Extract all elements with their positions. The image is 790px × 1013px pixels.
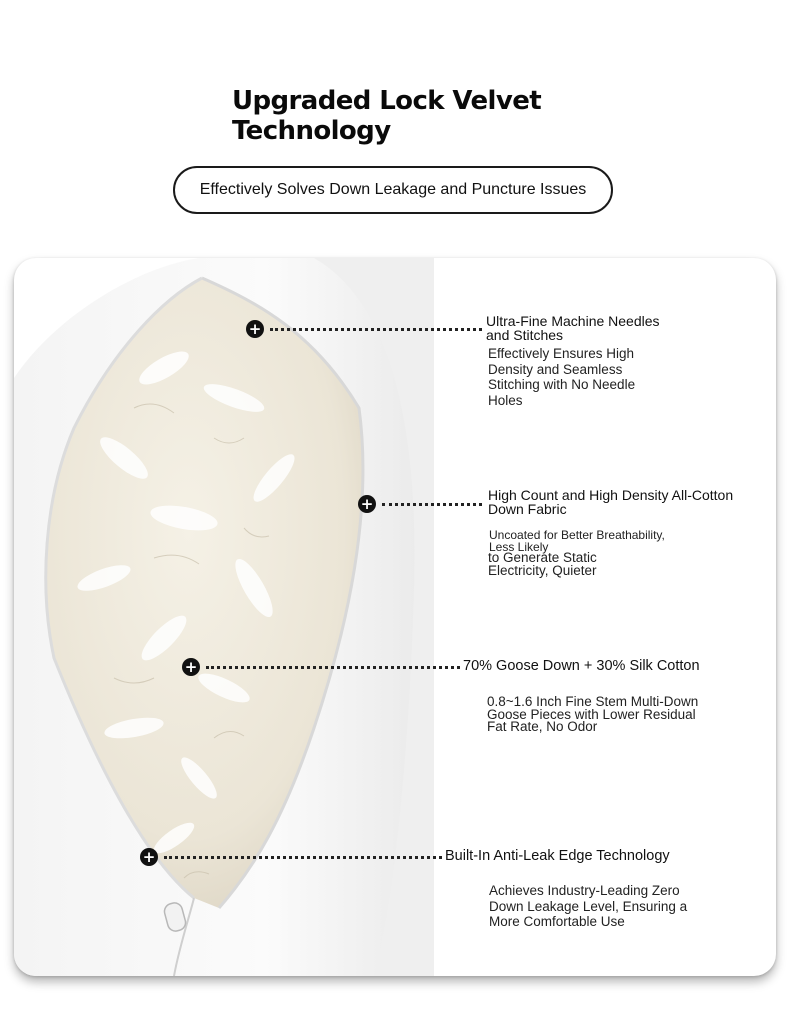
pillow-image	[14, 258, 434, 976]
feature-4-description: Achieves Industry-Leading Zero Down Leakage Level, Ensuring a More Comfortable Use	[489, 883, 688, 929]
leader-line	[270, 328, 482, 331]
plus-icon: +	[358, 495, 376, 513]
leader-line	[382, 503, 482, 506]
title-line-1: Upgraded Lock Velvet	[232, 86, 542, 116]
plus-icon: +	[182, 658, 200, 676]
title-line-2: Technology	[232, 116, 391, 146]
feature-3-description: 0.8~1.6 Inch Fine Stem Multi-Down Goose Pieces with Lower Residual Fat Rate, No Odor	[487, 694, 699, 734]
subtitle-badge	[173, 166, 613, 214]
leader-line	[206, 666, 460, 669]
subtitle-text: Effectively Solves Down Leakage and Puncture Issues	[199, 181, 587, 198]
plus-icon: +	[246, 320, 264, 338]
feature-1-description: Effectively Ensures High Density and Seamless Stitching with No Needle Holes	[488, 346, 636, 408]
feature-4-title: Built-In Anti-Leak Edge Technology	[445, 848, 670, 864]
feature-3-title: 70% Goose Down + 30% Silk Cotton	[463, 658, 700, 674]
page-title	[232, 86, 572, 146]
feature-1-title: Ultra-Fine Machine Needles and Stitches	[486, 313, 660, 343]
feature-2-description-line-1: Uncoated for Better Breathability, Less Likely	[489, 528, 665, 554]
plus-icon: +	[140, 848, 158, 866]
leader-line	[164, 856, 442, 859]
feature-2-title: High Count and High Density All-Cotton Down Fabric	[488, 487, 734, 517]
feature-2-description-line-2: to Generate Static Electricity, Quieter	[488, 550, 597, 578]
